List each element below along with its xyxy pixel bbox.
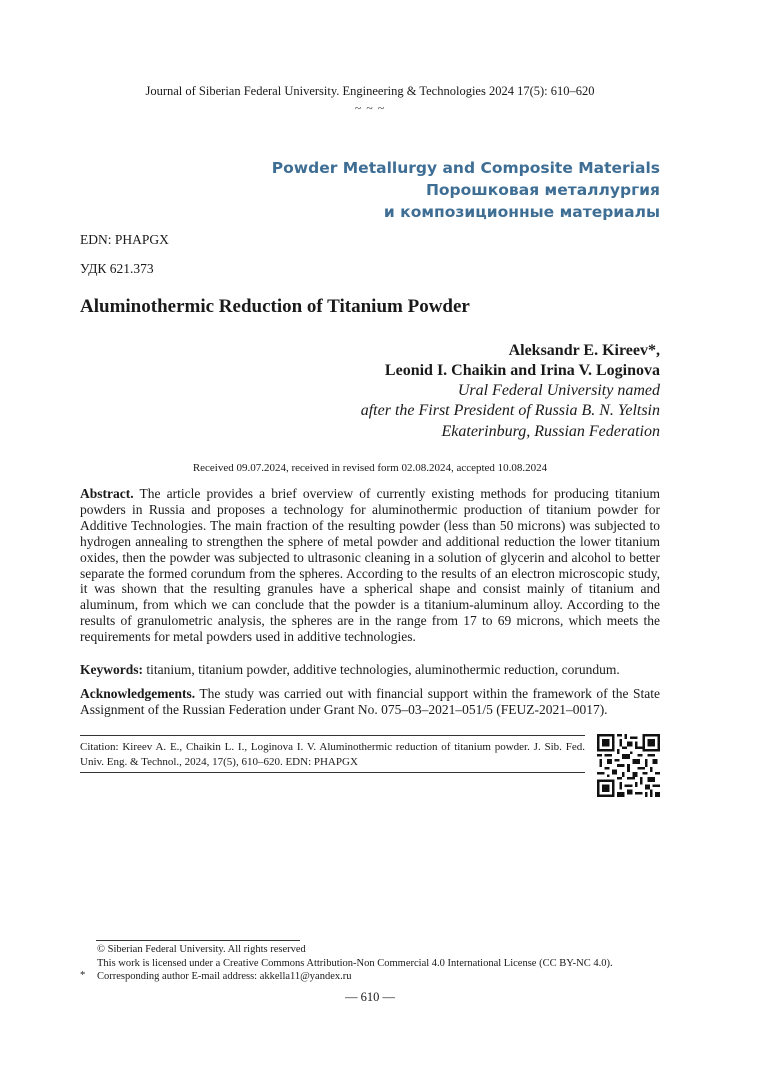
keywords — [80, 662, 660, 678]
footnote-corresponding-author: Corresponding author E-mail address: akkella11@yandex.ru — [97, 971, 352, 982]
footnote-marker: * — [80, 970, 86, 981]
received-dates: Received 09.07.2024, received in revised form 02.08.2024, accepted 10.08.2024 — [192, 462, 548, 474]
affiliation-line-1: Ural Federal University named — [457, 382, 660, 399]
footnote-license: This work is licensed under a Creative Commons Attribution-Non Commercial 4.0 International License (CC BY-NC 4.0). — [97, 958, 613, 969]
udk-code: УДК 621.373 — [80, 261, 154, 276]
section-title-ru-2: и композиционные материалы — [383, 203, 660, 221]
abstract — [80, 486, 660, 645]
affiliation-line-2: after the First President of Russia B. N. Yeltsin — [360, 402, 660, 419]
acknowledgements — [80, 686, 660, 718]
abstract-label: Abstract. — [80, 486, 134, 501]
acknowledgements-label: Acknowledgements. — [80, 686, 196, 701]
article-title: Aluminothermic Reduction of Titanium Powder — [80, 296, 470, 317]
keywords-label: Keywords: — [80, 662, 143, 677]
acknowledgements-text: The study was carried out with financial support within the framework of the State Assignment of the Russian Federation under Grant No. 075–03–2021–051/5 (FEUZ-2021–0017). — [80, 686, 660, 717]
citation-bottom-rule — [80, 772, 585, 773]
page-number: — 610 — — [345, 990, 395, 1004]
footnote-copyright: © Siberian Federal University. All rights reserved — [97, 944, 306, 955]
qr-code-icon[interactable] — [597, 734, 660, 797]
citation-top-rule — [80, 735, 585, 736]
section-title-en: Powder Metallurgy and Composite Materials — [271, 159, 660, 177]
author-line-2: Leonid I. Chaikin and Irina V. Loginova — [384, 362, 660, 379]
footnote-rule — [96, 940, 300, 941]
keywords-text: titanium, titanium powder, additive technologies, aluminothermic reduction, corundum. — [146, 662, 620, 677]
section-title-ru-1: Порошковая металлургия — [425, 181, 660, 199]
journal-header: Journal of Siberian Federal University. Engineering & Technologies 2024 17(5): 610–620 — [145, 84, 595, 98]
affiliation-line-3: Ekaterinburg, Russian Federation — [441, 423, 660, 440]
abstract-text: The article provides a brief overview of currently existing methods for producing titanium powders in Russia and proposes a technology for aluminothermic production of titanium powder for Additive Technologies. The main fraction of the resulting powder (less than 50 microns) was subjected to hydrogen annealing to strengthen the sphere of metal powder and additional reduction the lower titanium oxides, then the powder was subjected to ultrasonic cleaning in a solution of glycerin and alcohol to better separate the formed corundum from the spheres. According to the results of an electron microscopic study, it was shown that the resulting granules have a spherical shape and consist mainly of titanium and aluminum, from which we can conclude that the powder is a titanium-aluminum alloy. According to the results of granulometric analysis, the spheres are in the range from 17 to 69 microns, which meets the requirements for metal powders used in additive technologies. — [80, 486, 660, 645]
edn-code: EDN: PHAPGX — [80, 232, 169, 247]
header-separator: ~ ~ ~ — [354, 101, 386, 115]
author-line-1: Aleksandr E. Kireev*, — [508, 342, 660, 359]
citation: Citation: Kireev A. E., Chaikin L. I., Loginova I. V. Aluminothermic reduction of titanium powder. J. Sib. Fed. Univ. Eng. & Technol., 2024, 17(5), 610–620. EDN: PHAPGX — [80, 741, 585, 768]
